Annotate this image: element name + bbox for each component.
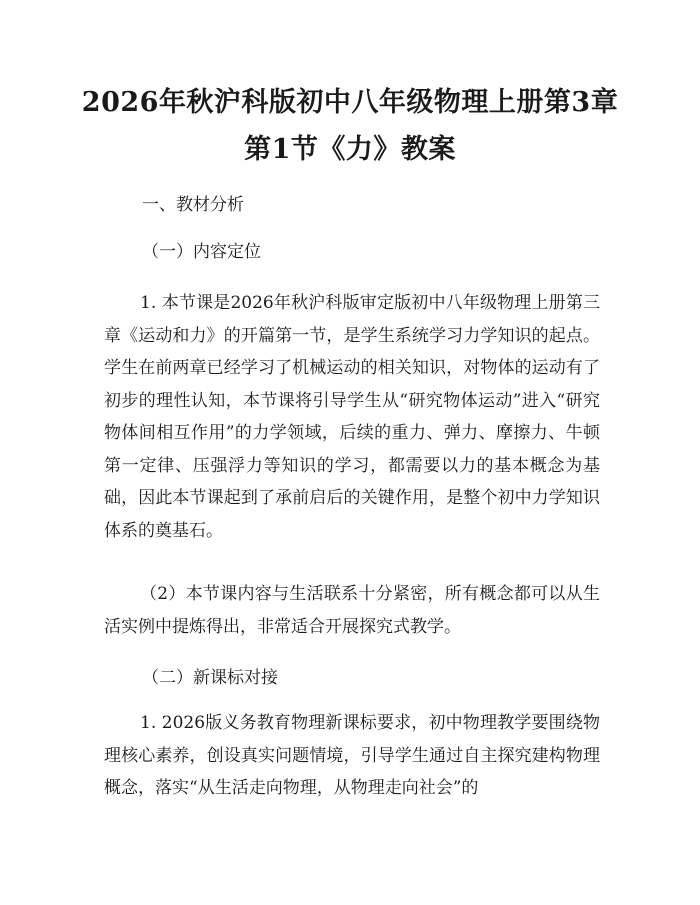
document-title-line-1: 2026年秋沪科版初中八年级物理上册第3章 <box>81 87 619 118</box>
paragraph-lesson-positioning: 1. 本节课是2026年秋沪科版审定版初中八年级物理上册第三章《运动和力》的开篇第一节，是学生系统学习力学知识的起点。学生在前两章已经学习了机械运动的相关知识，对物体的运动有了初步的理性认知，本节课将引导学生从“研究物体运动”进入“研究物体间相互作用”的力学领域，后续的重力、弹力、摩擦力、牛顿第一定律、压强浮力等知识的学习，都需要以力的基本概念为基础，因此本节课起到了承前启后的关键作用，是整个初中力学知识体系的奠基石。 <box>104 293 600 541</box>
subsection-heading-curriculum-standards: （二）新课标对接 <box>142 668 278 688</box>
paragraph-life-connection: （2）本节课内容与生活联系十分紧密，所有概念都可以从生活实例中提炼得出，非常适合开展探究式教学。 <box>104 584 600 637</box>
paragraph-curriculum-requirements: 1. 2026版义务教育物理新课标要求，初中物理教学要围绕物理核心素养，创设真实问题情境，引导学生通过自主探究建构物理概念，落实“从生活走向物理，从物理走向社会”的 <box>104 713 600 798</box>
section-heading-textbook-analysis: 一、教材分析 <box>142 195 244 215</box>
subsection-heading-content-positioning: （一）内容定位 <box>142 242 261 262</box>
document-title-line-2: 第1节《力》教案 <box>244 134 456 165</box>
